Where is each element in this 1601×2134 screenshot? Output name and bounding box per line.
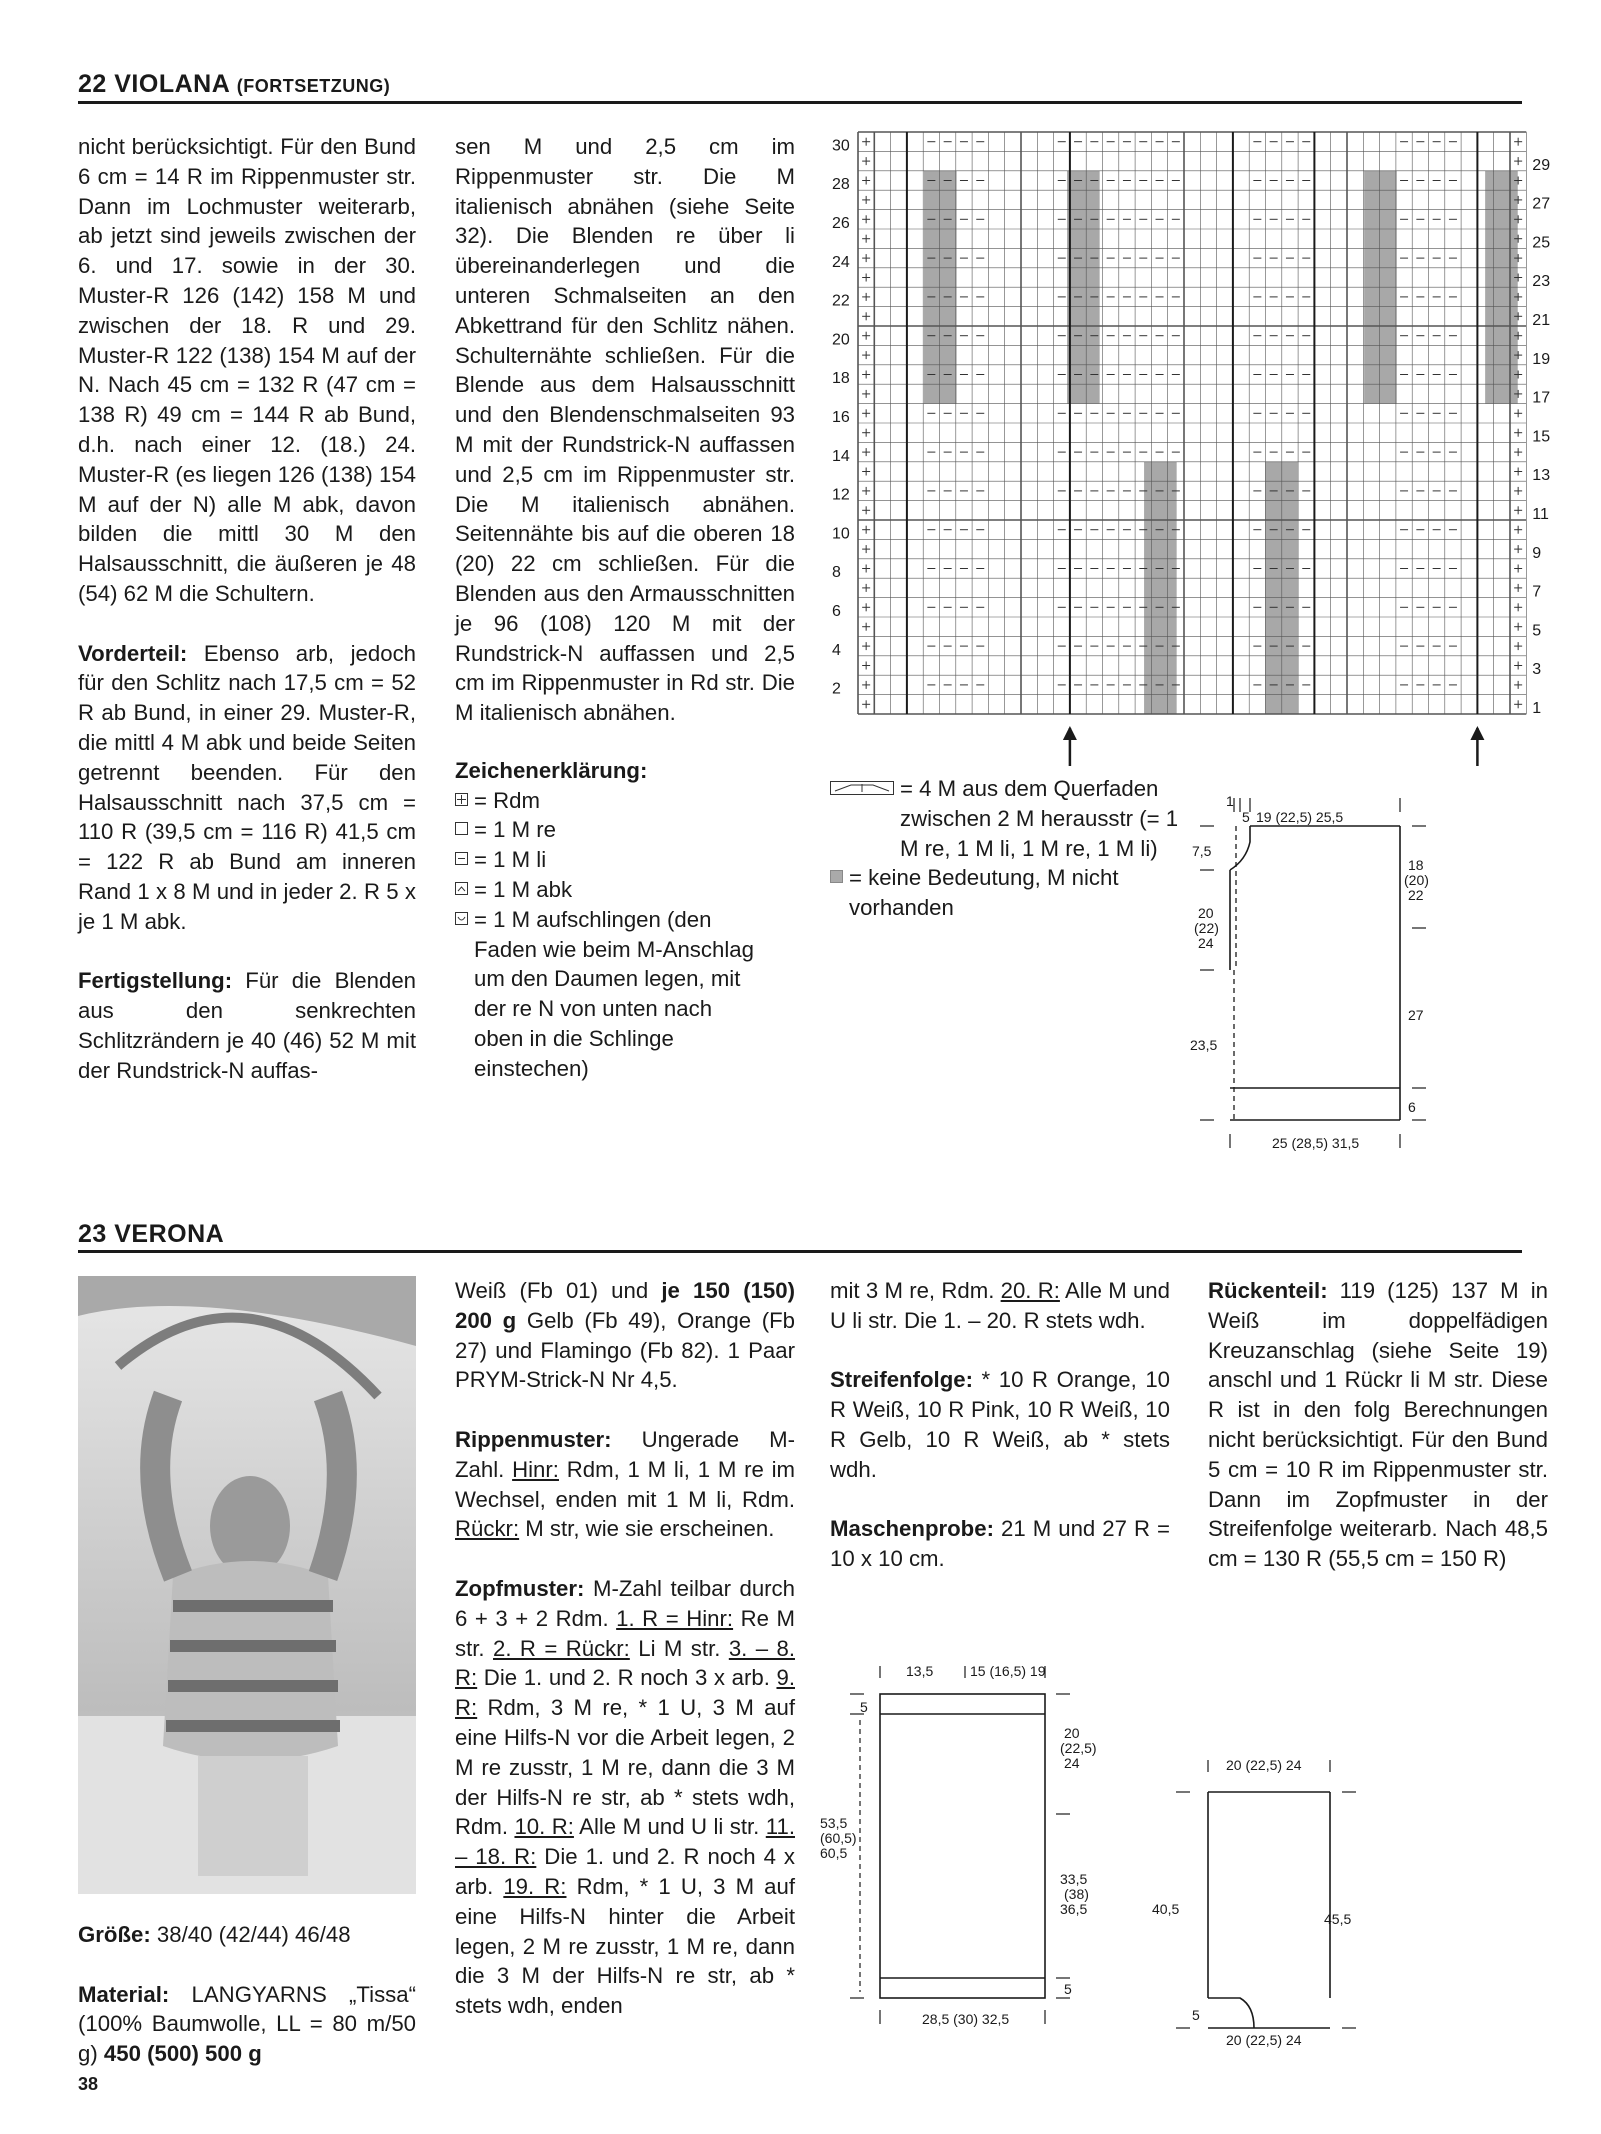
page-number: 38 — [78, 2074, 99, 2094]
legend-item: = 1 M aufschlingen (den Faden wie beim M-Anschlag um den Daumen legen, mit der re N von unten nach oben in die Schlinge einstechen) — [455, 905, 795, 1084]
chart-row-label: 19 — [1532, 350, 1551, 368]
size-label: Größe: — [78, 1922, 151, 1947]
section-23-title: 23 VERONA — [78, 1220, 225, 1248]
paragraph — [78, 1980, 416, 2069]
finishing-text: Für die Blenden aus den senkrechten Schlitzrändern je 40 (46) 52 M mit der Rundstrick-N auffas- — [78, 968, 416, 1083]
bindoff-box-icon — [455, 882, 468, 895]
paragraph: nicht berücksichtigt. Für den Bund 6 cm = 14 R im Rippenmuster str. Dann im Lochmuster weiterarb, ab jetzt sind jeweils zwischen der 6. und 17. sowie in der 30. Muster-R 126 (142) 158 M und zwischen der 18. R und 29. Muster-R 122 (138) 154 M auf der N. Nach 45 cm = 132 R (47 cm = 138 R) 49 cm = 144 R ab Bund, d.h. nach einer 12. (18.) 24. Muster-R (es liegen 126 (138) 154 M auf der N) alle M abk, davon bilden die mittl 30 M den Halsausschnitt, die äußeren je 48 (54) 62 M die Schultern. — [78, 134, 416, 606]
chart-row-label: 14 — [832, 447, 850, 465]
legend-item: = keine Bedeutung, M nicht vorhanden — [830, 863, 1190, 923]
chart-row-label: 2 — [832, 680, 841, 698]
legend-title: Zeichenerklärung: — [455, 757, 648, 783]
paragraph: Zopfmuster: M-Zahl teilbar durch 6 + 3 + 2 Rdm. 1. R = Hinr: Re M str. 2. R = Rückr: Li M str. 3. – 8. R: Die 1. und 2. R noch 3 x arb. 9. R: Rdm, 3 M re, * 1 U, 3 M auf eine Hilfs-N vor die Arbeit legen, 2 M re zusstr, 1 M re, dann die 3 M der Hilfs-N re str, ab * stets wdh, Rdm. 10. R: Alle M und U li str. 11. – 18. R: Die 1. und 2. R noch 4 x arb. 19. R: Rdm, * 1 U, 3 M auf eine Hilfs-N hinter die Arbeit legen, 2 M re zusstr, 1 M re, dann die 3 M der Hilfs-N re str, ab * stets wdh, enden — [455, 1575, 795, 2019]
dim-label: 5 — [1192, 2007, 1200, 2023]
paragraph: sen M und 2,5 cm im Rippenmuster str. Die M italienisch abnähen (siehe Seite 32). Die Blenden re über li übereinanderlegen und die unteren Schmalseiten an den Abkettrand für den Schlitz nähen. Schulternähte schließen. Für die Blende aus dem Halsausschnitt und den Blendenschmalseiten 93 M mit der Rundstrick-N auffassen und 2,5 cm im Rippenmuster str. Die M italienisch abnähen. Seitennähte bis auf die oberen 18 (20) 22 cm schließen. Für die Blenden aus den Armausschnitten je 96 (108) 120 M mit der Rundstrick-N auffassen und 2,5 cm im Rippenmuster in Rd str. Die M italienisch abnähen. — [455, 134, 795, 726]
chart-row-label: 25 — [1532, 234, 1551, 252]
dim-label: 22 — [1408, 887, 1424, 903]
chart-row-label: 5 — [1532, 622, 1542, 640]
legend-item: = 1 M li — [455, 845, 795, 875]
chart-row-label: 7 — [1532, 583, 1542, 601]
schematic-22 — [1190, 790, 1440, 1150]
chart-row-label: 11 — [1532, 506, 1549, 524]
section-23-column-3 — [830, 1276, 1170, 1574]
plus-box-icon — [455, 793, 468, 806]
chart-row-label: 23 — [1532, 273, 1551, 291]
dim-label: 27 — [1408, 1007, 1424, 1023]
dim-label: 28,5 (30) 32,5 — [922, 2011, 1010, 2027]
legend-item: = Rdm — [455, 786, 795, 816]
section-22-legend-right — [830, 774, 1190, 923]
chart-row-label: 28 — [832, 176, 850, 194]
dim-label: 20 — [1064, 1725, 1080, 1741]
dim-label: (38) — [1064, 1886, 1089, 1902]
chart-row-label: 13 — [1532, 467, 1551, 485]
stitch-chart — [830, 128, 1551, 768]
chart-row-label: 4 — [832, 641, 841, 659]
dim-label: 36,5 — [1060, 1901, 1088, 1917]
minus-box-icon — [455, 852, 468, 865]
front-text: Ebenso arb, jedoch für den Schlitz nach 17,5 cm = 52 R ab Bund, in einer 29. Muster-R, die mittl 4 M abk und beide Seiten getrennt beenden. Für den Halsausschnitt nach 37,5 cm = 110 R (39,5 cm = 116 R) 41,5 cm = 122 R ab Bund am inneren Rand 1 x 8 M und in jeder 2. R 5 x je 1 M abk. — [78, 640, 416, 934]
paragraph: Weiß (Fb 01) und je 150 (150) 200 g Gelb (Fb 49), Orange (Fb 27) und Flamingo (Fb 82). 1 Paar PRYM-Strick-N Nr 4,5. — [455, 1278, 795, 1393]
legend — [455, 756, 795, 1084]
chart-row-label: 12 — [832, 486, 850, 504]
chart-row-label: 24 — [832, 253, 850, 271]
chart-row-label: 26 — [832, 215, 850, 233]
paragraph — [78, 966, 416, 1085]
dim-label: 5 — [860, 1699, 868, 1715]
section-23-rule — [78, 1250, 1522, 1253]
chart-row-label: 10 — [832, 525, 850, 543]
chart-row-label: 17 — [1532, 389, 1551, 407]
dim-label: 60,5 — [820, 1845, 848, 1861]
model-photo — [78, 1276, 416, 1894]
chart-row-label: 21 — [1532, 312, 1551, 330]
chart-row-label: 27 — [1532, 195, 1551, 213]
paragraph — [78, 1920, 416, 1950]
material-text: LANGYARNS „Tissa“ (100% Baumwolle, LL = 80 m/50 g) — [78, 1981, 416, 2067]
finishing-label: Fertigstellung: — [78, 968, 233, 994]
increase-4-icon — [830, 781, 894, 795]
legend-item: = 4 M aus dem Querfaden zwischen 2 M herausstr (= 1 M re, 1 M li, 1 M re, 1 M li) — [830, 774, 1190, 863]
paragraph — [78, 639, 416, 937]
empty-box-icon — [455, 822, 468, 835]
dim-label: 7,5 — [1192, 843, 1212, 859]
photo-illustration — [78, 1276, 416, 1894]
chart-row-label: 29 — [1532, 156, 1551, 174]
dim-label: 1 — [1226, 793, 1234, 809]
chart-row-label: 8 — [832, 564, 841, 582]
dim-label: 5 — [1064, 1981, 1072, 1997]
chart-row-label: 3 — [1532, 661, 1542, 679]
dim-label: 15 (16,5) 19 — [970, 1663, 1046, 1679]
size-value: 38/40 (42/44) 46/48 — [150, 1922, 351, 1947]
chart-row-label: 1 — [1532, 700, 1542, 718]
chart-row-label: 15 — [1532, 428, 1551, 446]
sleeve-bottom-label: 20 (22,5) 24 — [1226, 2032, 1302, 2048]
section-22-name: 22 VIOLANA — [78, 70, 230, 98]
dim-label: 23,5 — [1190, 1037, 1218, 1053]
chart-row-label: 30 — [832, 137, 850, 155]
paragraph: Maschenprobe: 21 M und 27 R = 10 x 10 cm. — [830, 1516, 1170, 1572]
section-23-column-1 — [78, 1920, 416, 2069]
section-22-subtitle: (FORTSETZUNG) — [236, 76, 391, 96]
material-label: Material: — [78, 1981, 170, 2007]
legend-item: = 1 M re — [455, 815, 795, 845]
section-23-column-2 — [455, 1276, 795, 2021]
section-22-rule — [78, 101, 1522, 104]
grey-box-icon — [830, 870, 843, 883]
dim-label: (22) — [1194, 920, 1219, 936]
dim-label: (20) — [1404, 872, 1429, 888]
dim-label: 25 (28,5) 31,5 — [1272, 1135, 1360, 1151]
schematic-23-sleeve — [1130, 1730, 1360, 2030]
dim-label: 20 (22,5) 24 — [1226, 1757, 1302, 1773]
legend-item: = 1 M abk — [455, 875, 795, 905]
dim-label: 24 — [1064, 1755, 1080, 1771]
dim-label: 5 — [1242, 809, 1250, 825]
front-label: Vorderteil: — [78, 640, 188, 666]
loop-box-icon — [455, 912, 468, 925]
chart-row-label: 6 — [832, 603, 841, 621]
paragraph: Rückenteil: 119 (125) 137 M in Weiß im doppelfädigen Kreuzanschlag (siehe Seite 19) anschl und 1 Rückr li M str. Diese R ist in den folg Berechnungen nicht berücksichtigt. Für den Bund 5 cm = 10 R im Rippenmuster str. Dann im Zopfmuster in der Streifenfolge weiterarb. Nach 48,5 cm = 130 R (55,5 cm = 150 R) — [1208, 1278, 1548, 1572]
dim-label: 40,5 — [1152, 1901, 1180, 1917]
material-amount: 450 (500) 500 g — [103, 2041, 262, 2067]
dim-label: 24 — [1198, 935, 1214, 951]
dim-label: 45,5 — [1324, 1911, 1352, 1927]
dim-label: 13,5 — [906, 1663, 934, 1679]
paragraph: Rippenmuster: Ungerade M-Zahl. Hinr: Rdm, 1 M li, 1 M re im Wechsel, enden mit 1 M li, Rdm. Rückr: M str, wie sie erscheinen. — [455, 1426, 795, 1542]
dim-label: 19 (22,5) 25,5 — [1256, 809, 1344, 825]
chart-row-label: 20 — [832, 331, 850, 349]
dim-label: 18 — [1408, 857, 1424, 873]
chart-row-label: 9 — [1532, 544, 1542, 562]
dim-label: 33,5 — [1060, 1871, 1088, 1887]
dim-label: (22,5) — [1060, 1740, 1097, 1756]
section-22-title — [78, 70, 390, 99]
schematic-23-body — [820, 1650, 1120, 2030]
chart-row-label: 22 — [832, 292, 850, 310]
dim-label: 6 — [1408, 1099, 1416, 1115]
section-23-column-4 — [1208, 1276, 1548, 1574]
paragraph: mit 3 M re, Rdm. 20. R: Alle M und U li str. Die 1. – 20. R stets wdh. — [830, 1278, 1170, 1333]
dim-label: (60,5) — [820, 1830, 857, 1846]
section-22-column-1 — [78, 132, 416, 1086]
chart-row-label: 18 — [832, 370, 850, 388]
chart-row-label: 16 — [832, 409, 850, 427]
dim-label: 20 — [1198, 905, 1214, 921]
paragraph: Streifenfolge: * 10 R Orange, 10 R Weiß, 10 R Pink, 10 R Weiß, 10 R Gelb, 10 R Weiß, ab * stets wdh. — [830, 1367, 1170, 1482]
section-22-column-2 — [455, 132, 795, 1084]
dim-label: 53,5 — [820, 1815, 848, 1831]
